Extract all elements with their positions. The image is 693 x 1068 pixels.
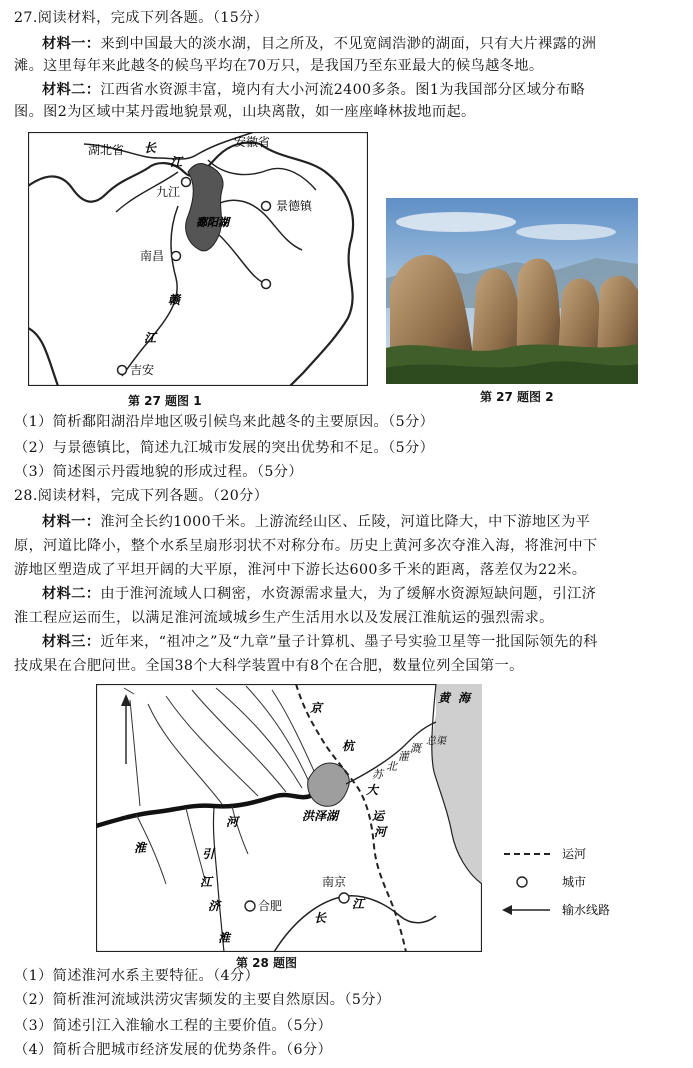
- q27-question3: （3）简述图示丹霞地貌的形成过程。（5分）: [14, 464, 303, 480]
- q28-figure-caption: 第 28 题图: [236, 956, 298, 970]
- q28-header: 28.阅读材料，完成下列各题。（20分）: [14, 488, 269, 504]
- q28-figure-map: [96, 684, 482, 952]
- legend-canal-label: 运河: [562, 847, 587, 861]
- q28-material3-line1: 材料三：近年来，“祖冲之”及“九章”量子计算机、墨子号实验卫星等一批国际领先的科: [42, 634, 598, 650]
- label-yangtze-chang: 长: [144, 141, 157, 155]
- label-hongze: 洪泽湖: [302, 809, 339, 823]
- unnamed-city-marker: [262, 280, 271, 289]
- label-yangtze-chang: 长: [314, 911, 327, 925]
- q28-material2-line1: 材料二：由于淮河流域人口稠密，水资源需求量大，为了缓解水资源短缺问题，引江济: [42, 586, 597, 602]
- label-yangtze-jiang: 江: [170, 155, 183, 169]
- q27-material2-line2: 图。图2为区域中某丹霞地貌景观，山块离散，如一座座峰林拔地而起。: [14, 104, 476, 120]
- label-yun: 运: [372, 809, 385, 823]
- nanchang-city-marker: [172, 252, 181, 261]
- label-yinjiang-huai: 淮: [218, 931, 231, 945]
- q27-figure2-caption: 第 27 题图 2: [480, 390, 554, 404]
- label-poyang: 鄱阳湖: [196, 216, 229, 229]
- label-huanghai-1: 黄: [438, 691, 451, 705]
- label-huanghai-2: 海: [458, 691, 471, 705]
- q27-header: 27.阅读材料，完成下列各题。（15分）: [14, 10, 269, 26]
- q28-question1: （1）简述淮河水系主要特征。（4分）: [14, 968, 260, 984]
- q28-material2-label: 材料二：: [42, 586, 101, 602]
- label-zongqu: 总渠: [426, 736, 446, 747]
- jiujiang-city-marker: [182, 178, 191, 187]
- label-jing: 京: [310, 701, 323, 715]
- legend-route-arrow-icon: [502, 905, 512, 915]
- q28-question2: （2）简析淮河流域洪涝灾害频发的主要自然原因。（5分）: [14, 992, 391, 1008]
- label-nanjing: 南京: [322, 875, 347, 889]
- q28-material3-line2: 技成果在合肥问世。全国38个大科学装置中有8个在合肥，数量位列全国第一。: [14, 658, 524, 674]
- label-huai-he: 河: [226, 815, 239, 829]
- label-yin: 引: [202, 847, 215, 861]
- q28-material1-line1: 材料一：淮河全长约1000千米。上游流经山区、丘陵，河道比降大，中下游地区为平: [42, 514, 591, 530]
- label-canal-he: 河: [374, 825, 387, 839]
- label-gan: 赣: [168, 293, 181, 307]
- q27-material2-line1: 材料二：江西省水资源丰富，境内有大小河流2400多条。图1为我国部分区域分布略: [42, 82, 586, 98]
- q27-figure1-caption: 第 27 题图 1: [128, 394, 202, 408]
- label-guan-1: 灌: [398, 750, 409, 763]
- label-ganjiang-jiang: 江: [144, 331, 157, 345]
- legend-city-label: 城市: [562, 875, 587, 889]
- q27-material2-label: 材料二：: [42, 82, 101, 98]
- q27-figure1-map: [28, 132, 368, 386]
- label-jingdezhen: 景德镇: [276, 199, 313, 213]
- q28-question4: （4）简析合肥城市经济发展的优势条件。（6分）: [14, 1042, 333, 1058]
- label-subei-1: 苏: [372, 768, 383, 781]
- q27-question1: （1）简析鄱阳湖沿岸地区吸引候鸟来此越冬的主要原因。（5分）: [14, 414, 435, 430]
- label-anhui: 安徽省: [234, 135, 271, 149]
- q27-material1-line2: 滩。这里每年来此越冬的候鸟平均在70万只，是我国乃至东亚最大的候鸟越冬地。: [14, 58, 544, 74]
- label-hang: 杭: [342, 739, 355, 753]
- label-hubei: 湖北省: [88, 143, 125, 157]
- q27-material1-label: 材料一：: [42, 36, 101, 52]
- label-subei-2: 北: [386, 760, 397, 773]
- q28-material2-line2: 淮工程应运而生，以满足淮河流域城乡生产生活用水以及发展江淮航运的强烈需求。: [14, 610, 554, 626]
- q28-question3: （3）简述引江入淮输水工程的主要价值。（5分）: [14, 1018, 333, 1034]
- label-yinjiang-jiang: 江: [200, 875, 213, 889]
- label-da: 大: [366, 783, 379, 797]
- label-guan-2: 溉: [410, 742, 421, 755]
- q27-figure2-photo: [386, 198, 638, 384]
- jian-city-marker: [118, 366, 127, 375]
- label-jiujiang: 九江: [156, 185, 181, 199]
- q28-material1-label: 材料一：: [42, 514, 101, 530]
- q28-material3-label: 材料三：: [42, 634, 101, 650]
- label-hefei: 合肥: [258, 899, 283, 913]
- q27-question2: （2）与景德镇比，简述九江城市发展的突出优势和不足。（5分）: [14, 440, 435, 456]
- label-huai: 淮: [134, 841, 147, 855]
- nanjing-city-marker: [339, 893, 349, 903]
- jingdezhen-city-marker: [262, 202, 271, 211]
- label-yangtze-jiang: 江: [352, 897, 365, 911]
- legend-city-symbol: [517, 877, 527, 887]
- legend-route-label: 输水线路: [562, 903, 611, 917]
- label-nanchang: 南昌: [140, 249, 165, 263]
- label-jian: 吉安: [130, 363, 155, 377]
- q28-legend: [500, 842, 630, 922]
- q28-material1-line3: 游地区塑造成了平坦开阔的大平原，淮河中下游长达600多千米的距离，落差仅为22米。: [14, 562, 587, 578]
- hefei-city-marker: [245, 901, 255, 911]
- q28-material1-line2: 原，河道比降小，整个水系呈扇形羽状不对称分布。历史上黄河多次夺淮入海，将淮河中下: [14, 538, 598, 554]
- label-ji: 济: [208, 899, 221, 913]
- q27-material1-line1: 材料一：来到中国最大的淡水湖，目之所及，不见宽阔浩渺的湖面，只有大片裸露的洲: [42, 36, 597, 52]
